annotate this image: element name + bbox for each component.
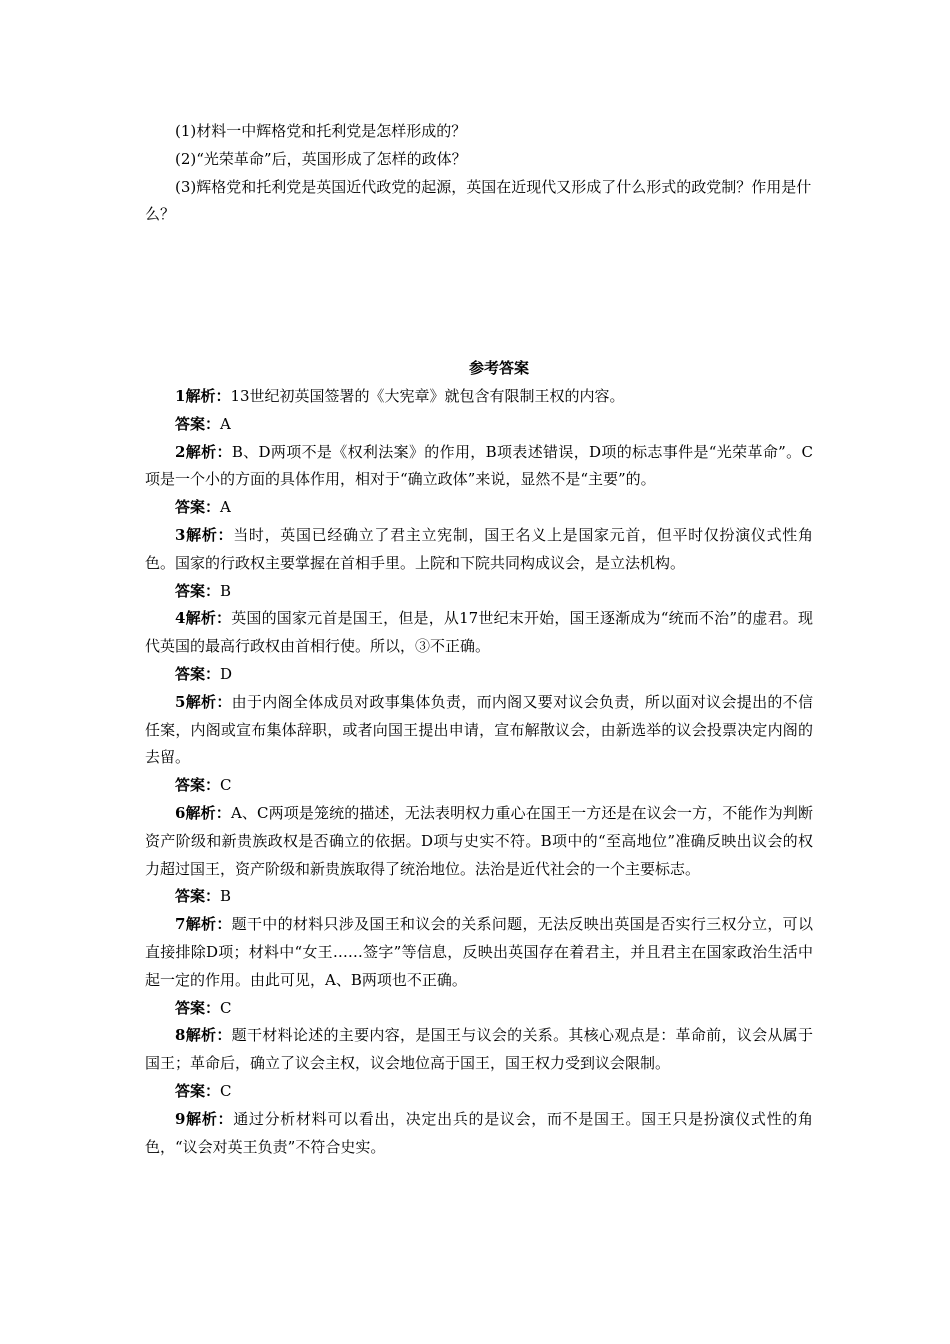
- analysis-text: 题干材料论述的主要内容，是国王与议会的关系。其核心观点是：革命前，议会从属于国王；革命后，确立了议会主权，议会地位高于国王，国王权力受到议会限制。: [145, 1026, 813, 1073]
- answer-value: B: [220, 887, 232, 906]
- item-number: 4: [175, 609, 186, 628]
- analysis-text: 英国的国家元首是国王，但是，从17世纪末开始，国王逐渐成为“统而不治”的虚君。现代英国的最高行政权由首相行使。所以，③不正确。: [145, 609, 813, 656]
- answer-value: A: [220, 498, 231, 517]
- analysis-4: [145, 605, 813, 661]
- item-number: 2: [175, 442, 186, 461]
- answer-value: C: [220, 1081, 232, 1100]
- analysis-text: B、D两项不是《权利法案》的作用，B项表述错误，D项的标志事件是“光荣革命”。C项是一个小的方面的具体作用，相对于“确立政体”来说，显然不是“主要”的。: [145, 442, 813, 489]
- analysis-7: [145, 911, 813, 994]
- answer-3: [145, 578, 813, 606]
- analysis-label: 解析：: [185, 386, 231, 405]
- analysis-text: 当时，英国已经确立了君主立宪制，国王名义上是国家元首，但平时仅扮演仪式性角色。国家的行政权主要掌握在首相手里。上院和下院共同构成议会，是立法机构。: [145, 525, 813, 572]
- analysis-label: 解析：: [185, 1109, 234, 1128]
- analysis-label: 解析：: [185, 442, 232, 461]
- answer-label: 答案：: [175, 887, 221, 906]
- question-2: (2)“光荣革命”后，英国形成了怎样的政体？: [175, 149, 467, 168]
- analysis-text: 13世纪初英国签署的《大宪章》就包含有限制王权的内容。: [230, 386, 625, 405]
- analysis-8: [145, 1022, 813, 1078]
- answer-label: 答案：: [175, 776, 221, 795]
- analysis-9: [145, 1106, 813, 1162]
- analysis-label: 解析：: [185, 915, 232, 934]
- answer-value: D: [220, 664, 233, 683]
- item-number: 3: [175, 525, 186, 544]
- answer-6: [145, 883, 813, 911]
- document-page: [145, 118, 813, 1161]
- answer-8: [145, 1078, 813, 1106]
- analysis-5: [145, 689, 813, 772]
- analysis-label: 解析：: [185, 803, 231, 822]
- answer-value: A: [220, 414, 231, 433]
- answer-4: [145, 661, 813, 689]
- answer-section: [145, 355, 813, 1161]
- answer-7: [145, 995, 813, 1023]
- answer-value: B: [220, 581, 232, 600]
- analysis-text: 题干中的材料只涉及国王和议会的关系问题，无法反映出英国是否实行三权分立，可以直接排除D项；材料中“女王……签字”等信息，反映出英国存在着君主，并且君主在国家政治生活中起一定的作用。由此可见，A、B两项也不正确。: [145, 915, 813, 989]
- answer-label: 答案：: [175, 998, 221, 1017]
- answer-label: 答案：: [175, 1081, 221, 1100]
- answer-label: 答案：: [175, 664, 221, 683]
- item-number: 1: [175, 386, 186, 405]
- answer-label: 答案：: [175, 414, 221, 433]
- analysis-label: 解析：: [185, 525, 234, 544]
- item-number: 5: [175, 692, 186, 711]
- answer-value: C: [220, 998, 232, 1017]
- analysis-label: 解析：: [185, 692, 232, 711]
- answer-5: [145, 772, 813, 800]
- answer-heading: 参考答案: [468, 359, 529, 378]
- item-number: 7: [175, 915, 186, 934]
- analysis-label: 解析：: [185, 1026, 232, 1045]
- answer-2: [145, 494, 813, 522]
- analysis-label: 解析：: [185, 609, 232, 628]
- answer-label: 答案：: [175, 498, 221, 517]
- analysis-6: [145, 800, 813, 883]
- analysis-3: [145, 522, 813, 578]
- item-number: 9: [175, 1109, 186, 1128]
- analysis-text: 由于内阁全体成员对政事集体负责，而内阁又要对议会负责，所以面对议会提出的不信任案，内阁或宣布集体辞职，或者向国王提出申请，宣布解散议会，由新选举的议会投票决定内阁的去留。: [145, 692, 813, 767]
- question-1: (1)材料一中辉格党和托利党是怎样形成的？: [175, 122, 467, 140]
- answer-1: [145, 411, 813, 439]
- analysis-text: A、C两项是笼统的描述，无法表明权力重心在国王一方还是在议会一方，不能作为判断资产阶级和新贵族政权是否确立的依据。D项与史实不符。B项中的“至高地位”准确反映出议会的权力超过国王，资产阶级和新贵族取得了统治地位。法治是近代社会的一个主要标志。: [145, 803, 813, 878]
- question-3: (3)辉格党和托利党是英国近代政党的起源，英国在近现代又形成了什么形式的政党制？作用是什么？: [145, 177, 812, 224]
- analysis-1: [145, 383, 813, 411]
- item-number: 8: [175, 1026, 186, 1045]
- item-number: 6: [175, 803, 186, 822]
- analysis-2: [145, 439, 813, 495]
- answer-value: C: [220, 776, 232, 795]
- answer-label: 答案：: [175, 581, 221, 600]
- analysis-text: 通过分析材料可以看出，决定出兵的是议会，而不是国王。国王只是扮演仪式性的角色，“议会对英王负责”不符合史实。: [145, 1109, 813, 1156]
